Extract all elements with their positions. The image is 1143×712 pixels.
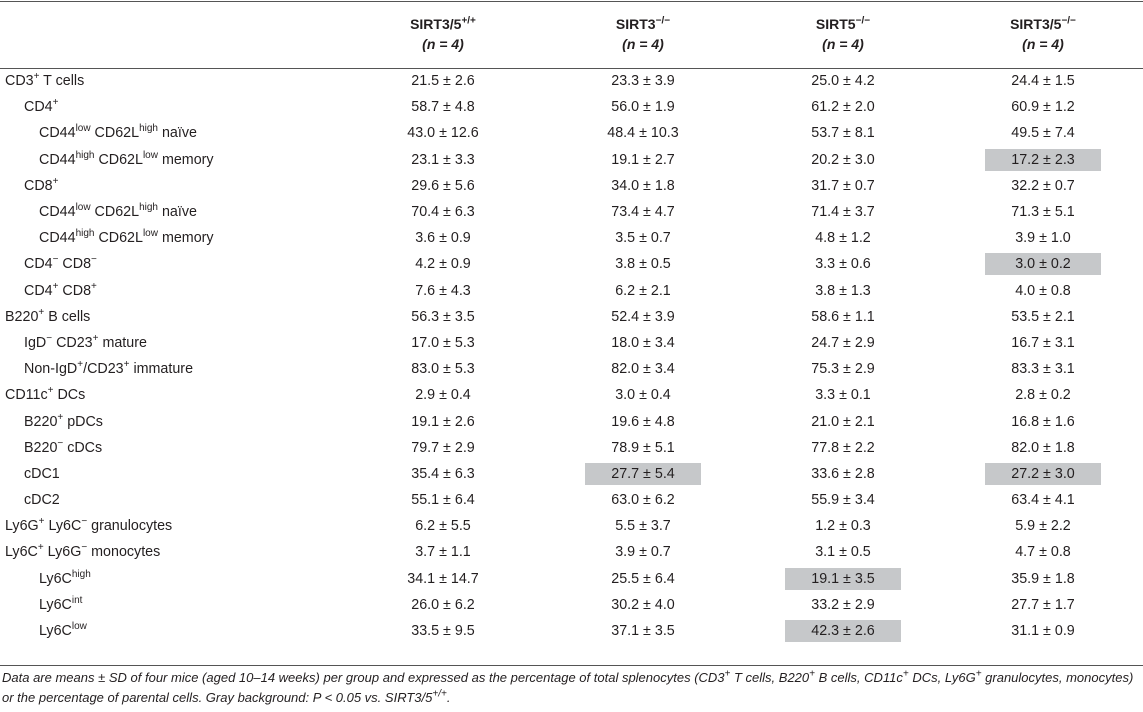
value-cell <box>943 487 1143 513</box>
value-cell <box>543 435 743 461</box>
table-body <box>0 68 1143 644</box>
cell-value: 3.0 ± 0.4 <box>615 387 671 404</box>
value-cell <box>943 539 1143 565</box>
cell-value: 70.4 ± 6.3 <box>411 204 475 221</box>
row-label: Non-IgD+/CD23+ immature <box>24 359 194 378</box>
table-row <box>0 566 1143 592</box>
value-cell <box>943 120 1143 146</box>
value-cell <box>743 487 943 513</box>
value-cell <box>943 94 1143 120</box>
cell-value: 7.6 ± 4.3 <box>415 282 471 299</box>
cell-value: 82.0 ± 3.4 <box>611 361 675 378</box>
cell-value: 35.4 ± 6.3 <box>411 465 475 482</box>
value-cell <box>343 408 543 434</box>
significant-value: 19.1 ± 3.5 <box>785 568 901 590</box>
value-cell <box>943 147 1143 173</box>
column-header-genotype: −/− <box>655 15 671 27</box>
table-row <box>0 539 1143 565</box>
row-label: $CD44^{high}$ $CD62L^{low}$ memory <box>39 228 214 247</box>
row-label: CD4+ CD8+ <box>24 280 97 299</box>
cell-value: 53.5 ± 2.1 <box>1011 308 1075 325</box>
value-cell <box>943 278 1143 304</box>
cell-value: 25.0 ± 4.2 <box>811 73 875 90</box>
value-cell <box>743 539 943 565</box>
value-cell <box>943 304 1143 330</box>
cell-value: 23.1 ± 3.3 <box>411 151 475 168</box>
cell-value: 3.5 ± 0.7 <box>615 230 671 247</box>
table-row <box>0 356 1143 382</box>
cell-value: 55.1 ± 6.4 <box>411 492 475 509</box>
value-cell <box>543 618 743 644</box>
row-label: Ly6G+ Ly6C− granulocytes <box>5 516 173 535</box>
value-cell <box>943 251 1143 277</box>
cell-value: 3.9 ± 1.0 <box>1015 230 1071 247</box>
value-cell <box>543 278 743 304</box>
value-cell <box>543 225 743 251</box>
row-label: $Ly6C^{int}$ <box>39 595 83 613</box>
cell-value: 21.0 ± 2.1 <box>811 413 875 430</box>
value-cell <box>743 408 943 434</box>
value-cell <box>543 94 743 120</box>
cell-value: 79.7 ± 2.9 <box>411 439 475 456</box>
cell-value: 3.7 ± 1.1 <box>415 544 471 561</box>
cell-value: 19.1 ± 2.6 <box>411 413 475 430</box>
value-cell <box>943 461 1143 487</box>
cell-value: 2.9 ± 0.4 <box>415 387 471 404</box>
header-label-cell <box>0 0 343 68</box>
cell-value: 33.2 ± 2.9 <box>811 596 875 613</box>
value-cell <box>743 68 943 94</box>
significant-value: 27.7 ± 5.4 <box>585 463 701 485</box>
cell-value: 25.5 ± 6.4 <box>611 570 675 587</box>
cell-value: 33.5 ± 9.5 <box>411 623 475 640</box>
cell-value: 4.2 ± 0.9 <box>415 256 471 273</box>
cell-value: 83.0 ± 5.3 <box>411 361 475 378</box>
value-cell <box>343 147 543 173</box>
cell-value: 18.0 ± 3.4 <box>611 334 675 351</box>
column-header-genotype: −/− <box>855 15 871 27</box>
table-row <box>0 251 1143 277</box>
column-header-name: SIRT3/5 <box>410 16 462 32</box>
cell-value: 19.1 ± 2.7 <box>611 151 675 168</box>
value-cell <box>543 539 743 565</box>
cell-value: 3.8 ± 0.5 <box>615 256 671 273</box>
cell-value: 17.0 ± 5.3 <box>411 334 475 351</box>
cell-value: 34.1 ± 14.7 <box>407 570 479 587</box>
value-cell <box>343 278 543 304</box>
value-cell <box>743 566 943 592</box>
cell-value: 16.8 ± 1.6 <box>1011 413 1075 430</box>
cell-value: 5.9 ± 2.2 <box>1015 518 1071 535</box>
value-cell <box>743 251 943 277</box>
cell-value: 63.0 ± 6.2 <box>611 492 675 509</box>
cell-value: 31.1 ± 0.9 <box>1011 623 1075 640</box>
value-cell <box>343 251 543 277</box>
column-header <box>743 0 943 68</box>
cell-value: 4.8 ± 1.2 <box>815 230 871 247</box>
value-cell <box>943 592 1143 618</box>
row-label: IgD− CD23+ mature <box>24 333 147 351</box>
value-cell <box>343 618 543 644</box>
cell-value: 4.7 ± 0.8 <box>1015 544 1071 561</box>
value-cell <box>943 513 1143 539</box>
table-row <box>0 592 1143 618</box>
cell-value: 33.6 ± 2.8 <box>811 465 875 482</box>
significant-value: 17.2 ± 2.3 <box>985 149 1101 171</box>
significant-value: 3.0 ± 0.2 <box>985 253 1101 275</box>
value-cell <box>343 382 543 408</box>
value-cell <box>543 199 743 225</box>
cell-value: 52.4 ± 3.9 <box>611 308 675 325</box>
cell-value: 6.2 ± 2.1 <box>615 282 671 299</box>
value-cell <box>343 120 543 146</box>
cell-value: 73.4 ± 4.7 <box>611 204 675 221</box>
cell-value: 30.2 ± 4.0 <box>611 596 675 613</box>
value-cell <box>343 199 543 225</box>
row-label: $CD44^{low}$ $CD62L^{high}$ naïve <box>39 123 197 142</box>
cell-value: 34.0 ± 1.8 <box>611 177 675 194</box>
row-label: $CD44^{low}$ $CD62L^{high}$ naïve <box>39 202 197 221</box>
table-row <box>0 618 1143 644</box>
table-row <box>0 382 1143 408</box>
value-cell <box>943 173 1143 199</box>
cell-value: 24.7 ± 2.9 <box>811 334 875 351</box>
cell-value: 4.0 ± 0.8 <box>1015 282 1071 299</box>
table-row <box>0 147 1143 173</box>
value-cell <box>543 408 743 434</box>
table-row <box>0 173 1143 199</box>
value-cell <box>343 225 543 251</box>
row-label: $Ly6C^{low}$ <box>39 621 87 640</box>
significant-value: 42.3 ± 2.6 <box>785 620 901 642</box>
row-label: CD8+ <box>24 176 59 194</box>
row-label: CD4− CD8− <box>24 254 97 273</box>
cell-value: 83.3 ± 3.1 <box>1011 361 1075 378</box>
table-row <box>0 435 1143 461</box>
value-cell <box>743 304 943 330</box>
value-cell <box>543 304 743 330</box>
table-row <box>0 225 1143 251</box>
row-label: CD4+ <box>24 97 59 116</box>
row-label: $Ly6C^{high}$ <box>39 568 91 587</box>
value-cell <box>343 304 543 330</box>
value-cell <box>543 120 743 146</box>
row-label: CD11c+ DCs <box>5 385 86 404</box>
value-cell <box>943 356 1143 382</box>
cell-value: 3.1 ± 0.5 <box>815 544 871 561</box>
value-cell <box>343 94 543 120</box>
row-label: Ly6C+ Ly6G− monocytes <box>5 542 161 561</box>
value-cell <box>943 225 1143 251</box>
cell-value: 3.3 ± 0.6 <box>815 256 871 273</box>
cell-value: 3.3 ± 0.1 <box>815 387 871 404</box>
value-cell <box>943 330 1143 356</box>
value-cell <box>543 592 743 618</box>
value-cell <box>343 330 543 356</box>
cell-value: 61.2 ± 2.0 <box>811 99 875 116</box>
column-header-n: (n = 4) <box>422 36 464 52</box>
value-cell <box>343 68 543 94</box>
table-row <box>0 408 1143 434</box>
value-cell <box>543 513 743 539</box>
value-cell <box>743 513 943 539</box>
value-cell <box>543 68 743 94</box>
value-cell <box>743 120 943 146</box>
table-row <box>0 120 1143 146</box>
value-cell <box>743 94 943 120</box>
table-row <box>0 278 1143 304</box>
value-cell <box>543 382 743 408</box>
value-cell <box>543 566 743 592</box>
value-cell <box>343 435 543 461</box>
column-header <box>543 0 743 68</box>
cell-value: 63.4 ± 4.1 <box>1011 492 1075 509</box>
value-cell <box>343 461 543 487</box>
column-header <box>343 0 543 68</box>
value-cell <box>743 435 943 461</box>
cell-value: 2.8 ± 0.2 <box>1015 387 1071 404</box>
value-cell <box>943 618 1143 644</box>
cell-value: 31.7 ± 0.7 <box>811 177 875 194</box>
table-row <box>0 304 1143 330</box>
table-row <box>0 513 1143 539</box>
column-header <box>943 0 1143 68</box>
value-cell <box>543 356 743 382</box>
cell-value: 29.6 ± 5.6 <box>411 177 475 194</box>
value-cell <box>343 592 543 618</box>
table-row <box>0 199 1143 225</box>
header-row <box>0 0 1143 68</box>
cell-value: 71.4 ± 3.7 <box>811 204 875 221</box>
cell-value: 6.2 ± 5.5 <box>415 518 471 535</box>
row-label: cDC1 <box>24 465 60 482</box>
cell-value: 78.9 ± 5.1 <box>611 439 675 456</box>
cell-value: 77.8 ± 2.2 <box>811 439 875 456</box>
value-cell <box>543 147 743 173</box>
cell-value: 71.3 ± 5.1 <box>1011 204 1075 221</box>
cell-value: 3.6 ± 0.9 <box>415 230 471 247</box>
cell-value: 58.6 ± 1.1 <box>811 308 875 325</box>
table-row <box>0 94 1143 120</box>
value-cell <box>743 618 943 644</box>
row-label: B220+ pDCs <box>24 411 103 430</box>
cell-value: 56.3 ± 3.5 <box>411 308 475 325</box>
value-cell <box>343 513 543 539</box>
value-cell <box>743 382 943 408</box>
cell-value: 27.7 ± 1.7 <box>1011 596 1075 613</box>
cell-value: 19.6 ± 4.8 <box>611 413 675 430</box>
table-row <box>0 487 1143 513</box>
cell-value: 37.1 ± 3.5 <box>611 623 675 640</box>
value-cell <box>743 330 943 356</box>
value-cell <box>943 382 1143 408</box>
value-cell <box>943 68 1143 94</box>
cell-value: 21.5 ± 2.6 <box>411 73 475 90</box>
value-cell <box>943 408 1143 434</box>
bottom-rule <box>0 665 1143 666</box>
cell-value: 58.7 ± 4.8 <box>411 99 475 116</box>
value-cell <box>743 199 943 225</box>
row-label: B220− cDCs <box>24 437 103 456</box>
column-header-name: SIRT5 <box>815 16 856 32</box>
table-row <box>0 68 1143 94</box>
value-cell <box>943 199 1143 225</box>
value-cell <box>343 487 543 513</box>
cell-value: 3.8 ± 1.3 <box>815 282 871 299</box>
value-cell <box>343 356 543 382</box>
cell-value: 24.4 ± 1.5 <box>1011 73 1075 90</box>
column-header-n: (n = 4) <box>822 36 864 52</box>
cell-value: 5.5 ± 3.7 <box>615 518 671 535</box>
cell-value: 48.4 ± 10.3 <box>607 125 679 142</box>
column-header-genotype: −/− <box>1061 15 1076 27</box>
value-cell <box>943 566 1143 592</box>
value-cell <box>543 330 743 356</box>
cell-value: 55.9 ± 3.4 <box>811 492 875 509</box>
value-cell <box>743 278 943 304</box>
row-label: CD3+ T cells <box>5 71 85 90</box>
value-cell <box>343 173 543 199</box>
value-cell <box>743 356 943 382</box>
cell-value: 16.7 ± 3.1 <box>1011 334 1075 351</box>
cell-value: 43.0 ± 12.6 <box>407 125 479 142</box>
cell-value: 3.9 ± 0.7 <box>615 544 671 561</box>
cell-value: 56.0 ± 1.9 <box>611 99 675 116</box>
significant-value: 27.2 ± 3.0 <box>985 463 1101 485</box>
cell-value: 53.7 ± 8.1 <box>811 125 875 142</box>
value-cell <box>543 251 743 277</box>
column-header-n: (n = 4) <box>622 36 664 52</box>
column-header-name: SIRT3/5 <box>1010 16 1062 32</box>
value-cell <box>343 539 543 565</box>
cell-value: 75.3 ± 2.9 <box>811 361 875 378</box>
value-cell <box>343 566 543 592</box>
cell-value: 23.3 ± 3.9 <box>611 73 675 90</box>
value-cell <box>943 435 1143 461</box>
column-header-genotype: +/+ <box>461 15 476 27</box>
cell-value: 20.2 ± 3.0 <box>811 151 875 168</box>
cell-value: 60.9 ± 1.2 <box>1011 99 1075 116</box>
table-row <box>0 461 1143 487</box>
cell-value: 49.5 ± 7.4 <box>1011 125 1075 142</box>
value-cell <box>543 487 743 513</box>
row-label: B220+ B cells <box>5 307 91 325</box>
cell-value: 32.2 ± 0.7 <box>1011 177 1075 194</box>
cell-value: 1.2 ± 0.3 <box>815 518 871 535</box>
cell-value: 35.9 ± 1.8 <box>1011 570 1075 587</box>
table-row <box>0 330 1143 356</box>
row-label: cDC2 <box>24 492 60 509</box>
table-footnote: Data are means ± SD of four mice (aged 10–14 weeks) per group and expressed as the percentage of total splenocytes (CD3+ T cells, B220+ B cells, CD11c+ DCs, Ly6G+ granulocytes, monocytes) or the percentage of parental cells. Gray background: P < 0.05 vs. SIRT3/5+/+. <box>2 668 1134 705</box>
value-cell <box>743 592 943 618</box>
value-cell <box>743 461 943 487</box>
column-header-name: SIRT3 <box>615 16 656 32</box>
value-cell <box>743 173 943 199</box>
value-cell <box>743 225 943 251</box>
cell-value: 26.0 ± 6.2 <box>411 596 475 613</box>
value-cell <box>543 173 743 199</box>
value-cell <box>743 147 943 173</box>
value-cell <box>543 461 743 487</box>
cell-value: 82.0 ± 1.8 <box>1011 439 1075 456</box>
column-header-n: (n = 4) <box>1022 36 1064 52</box>
row-label: $CD44^{high}$ $CD62L^{low}$ memory <box>39 149 214 168</box>
